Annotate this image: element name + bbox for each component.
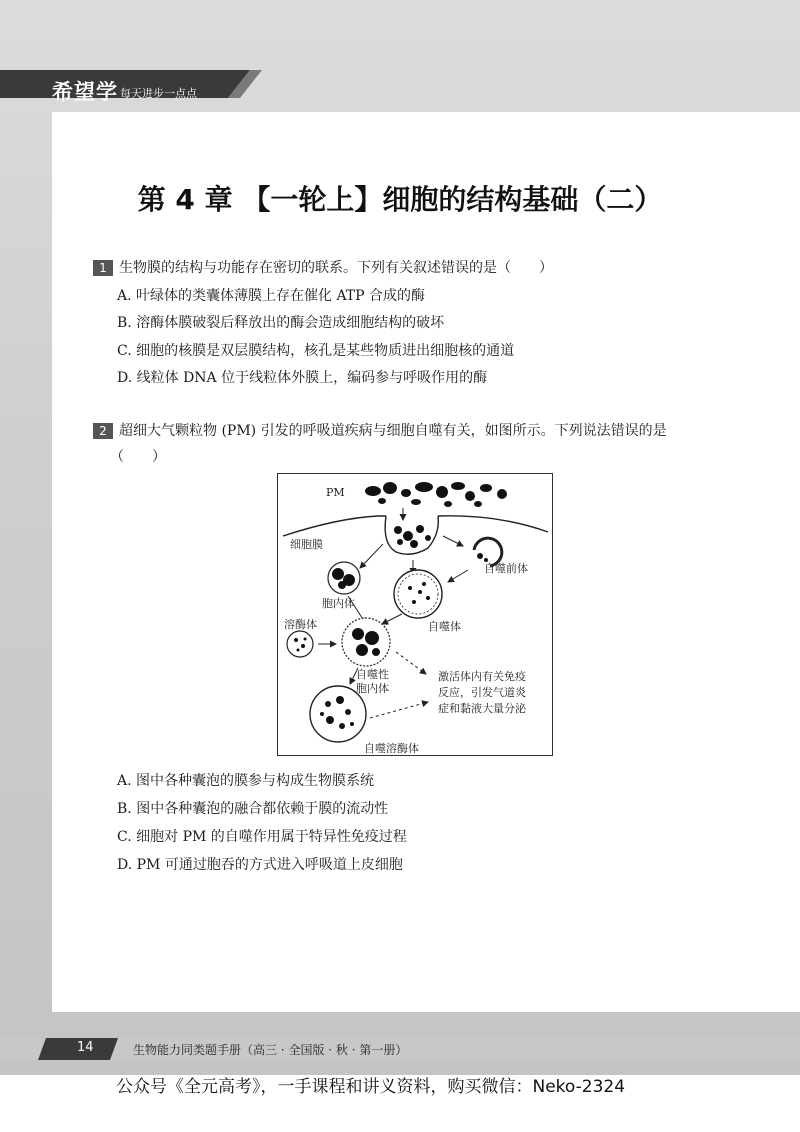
question-1-stem: 生物膜的结构与功能存在密切的联系。下列有关叙述错误的是（ ） [119, 260, 553, 276]
question-2-option-c: C. 细胞对 PM 的自噬作用属于特异性免疫过程 [117, 829, 407, 845]
question-1-option-a: A. 叶绿体的类囊体薄膜上存在催化 ATP 合成的酶 [117, 288, 426, 304]
label-lysosome: 溶酶体 [284, 618, 317, 631]
question-number-badge: 2 [93, 423, 113, 439]
page-number: 14 [77, 1040, 94, 1055]
question-1-option-c: C. 细胞的核膜是双层膜结构，核孔是某些物质进出细胞核的通道 [117, 343, 515, 359]
chapter-title: 第 4 章 【一轮上】细胞的结构基础（二） [137, 183, 663, 216]
question-2-option-d: D. PM 可通过胞吞的方式进入呼吸道上皮细胞 [117, 857, 403, 873]
question-number-badge: 1 [93, 260, 113, 276]
label-pre-autophagosome: 自噬前体 [484, 562, 528, 575]
autophagy-figure [277, 473, 553, 756]
question-2-answer-blank: （ ） [110, 449, 166, 465]
question-1-option-d: D. 线粒体 DNA 位于线粒体外膜上，编码参与呼吸作用的酶 [117, 370, 488, 386]
label-amphisome-2: 胞内体 [356, 682, 389, 695]
pm-particles [365, 482, 507, 507]
watermark-promo-line: 公众号《全元高考》，一手课程和讲义资料，购买微信：Neko-2324 [116, 1077, 626, 1097]
brand-slogan: 每天进步一点点 [120, 87, 197, 100]
label-note-2: 反应，引发气道炎 [438, 686, 526, 699]
label-pm: PM [326, 486, 345, 499]
label-amphisome-1: 自噬性 [356, 668, 389, 681]
question-2-option-a: A. 图中各种囊泡的膜参与构成生物膜系统 [117, 773, 375, 789]
question-2-stem-line [93, 420, 667, 440]
question-1-option-b: B. 溶酶体膜破裂后释放出的酶会造成细胞结构的破坏 [117, 315, 445, 331]
label-endosome: 胞内体 [322, 597, 355, 610]
question-2-stem: 超细大气颗粒物 (PM) 引发的呼吸道疾病与细胞自噬有关，如图所示。下列说法错误的是 [119, 423, 667, 439]
book-title: 生物能力同类题手册（高三 · 全国版 · 秋 · 第一册） [133, 1043, 408, 1057]
label-cell-membrane: 细胞膜 [290, 538, 323, 551]
label-autophagosome: 自噬体 [428, 620, 461, 633]
brand-logo: 希望学 [52, 80, 118, 104]
label-note-1: 激活体内有关免疫 [438, 670, 526, 683]
label-note-3: 症和黏液大量分泌 [438, 702, 526, 715]
label-autolysosome: 自噬溶酶体 [364, 742, 419, 755]
question-1-stem-line [93, 257, 553, 277]
question-2-option-b: B. 图中各种囊泡的融合都依赖于膜的流动性 [117, 801, 389, 817]
